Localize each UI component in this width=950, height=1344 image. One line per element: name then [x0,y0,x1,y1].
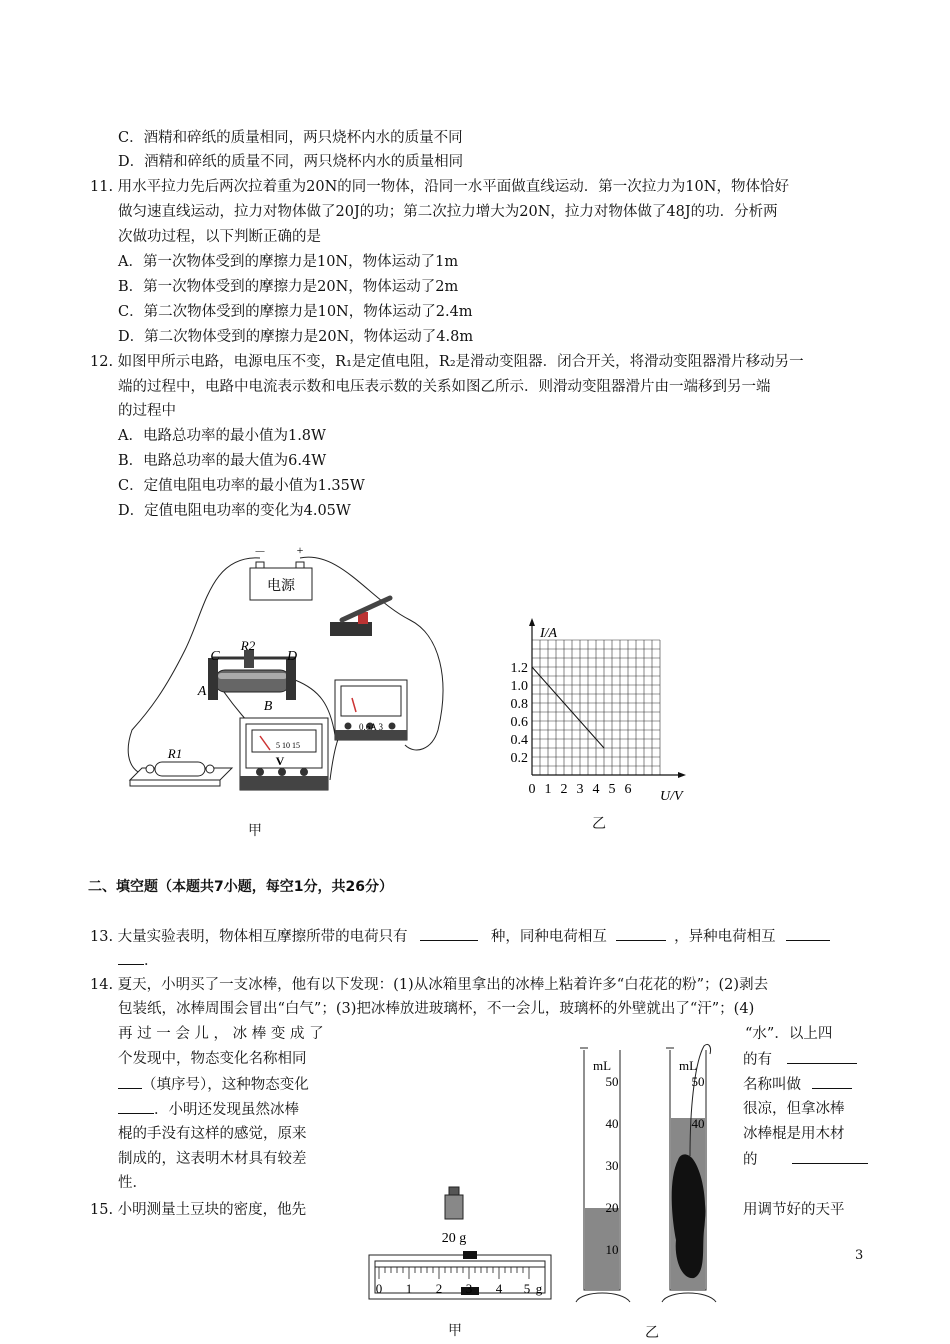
q13-part-2: 种，同种电荷相互 [490,929,607,945]
q14-left-3-line [118,1074,309,1095]
balance-caption: 甲 [448,1323,462,1339]
q11-option-c: C．第二次物体受到的摩擦力是10N，物体运动了2.4m [118,304,473,320]
q13-blank-3[interactable] [786,926,830,941]
label-r1: R1 [167,746,183,761]
cyl1-tick-50: 50 [605,1074,619,1089]
section-2-title: 二、填空题（本题共7小题，每空1分，共26分） [88,879,393,895]
q14-line-1: 14. 夏天，小明买了一支冰棒，他有以下发现：(1)从冰箱里拿出的冰棒上粘着许多“白花花的粉”；(2)剥去 [90,977,769,993]
x-tick-label: 5 [608,782,616,797]
q14-left-3: （填序号），这种物态变化 [142,1077,309,1093]
x-tick-label: 3 [576,782,584,797]
resistor-r1-icon [130,762,232,786]
x-axis-arrow [678,772,686,778]
chart-caption: 乙 [592,816,606,832]
q12-option-b: B．电路总功率的最大值为6.4W [118,453,327,469]
q14-left-4: ．小明还发现虽然冰棒 [154,1102,299,1118]
q14-blank-4[interactable] [118,1099,154,1114]
x-tick-label: 2 [560,782,568,797]
q12-line-1: 12. 如图甲所示电路，电源电压不变，R₁是定值电阻，R₂是滑动变阻器．闭合开关，将滑动变阻器滑片移动另一 [90,354,804,370]
q13-line-1 [90,926,830,947]
q15-right: 用调节好的天平 [743,1202,845,1218]
q14-right-6: 的 [743,1152,758,1168]
scale-0: 0 [375,1281,383,1296]
q13-part-1: 13. 大量实验表明，物体相互摩擦所带的电荷只有 [90,929,408,945]
balance-figure [365,1185,555,1305]
voltmeter-label: V [275,754,285,768]
q11-option-d: D．第二次物体受到的摩擦力是20N，物体运动了4.8m [118,329,474,345]
cyl1-tick-30: 30 [605,1158,619,1173]
q14-blank-2[interactable] [118,1074,142,1089]
x-tick-label: 4 [592,782,600,797]
cylinder-1-unit: mL [592,1058,612,1073]
q14-left-4-line [118,1099,299,1120]
chart-xlabel: U/V [660,789,683,804]
q12-option-a: A．电路总功率的最小值为1.8W [118,428,326,444]
x-tick-label: 0 [528,782,536,797]
q14-right-1: “水”．以上四 [745,1026,833,1042]
scale-5: 5 [523,1281,531,1296]
minus-label: － [253,545,267,559]
q14-blank-5[interactable] [792,1149,868,1164]
chart-axes [529,618,686,778]
q12-option-d: D．定值电阻电功率的变化为4.05W [118,503,351,519]
cyl1-tick-40: 40 [605,1116,619,1131]
q14-left-1: 再 过 一 会 儿 ， 冰 棒 变 成 了 [118,1026,324,1042]
iu-chart [500,615,700,810]
q12-line-3: 的过程中 [118,403,176,419]
q13-blank-1[interactable] [420,926,478,941]
chart-series [532,667,604,748]
q10-option-d: D．酒精和碎纸的质量不同，两只烧杯内水的质量相同 [118,154,464,170]
label-a: A [197,684,207,699]
q10-option-c: C．酒精和碎纸的质量相同，两只烧杯内水的质量不同 [118,130,463,146]
q11-line-1: 11. 用水平拉力先后两次拉着重为20N的同一物体，沿同一水平面做直线运动．第一次拉力为10N，物体恰好 [90,179,789,195]
q11-option-b: B．第一次物体受到的摩擦力是20N，物体运动了2m [118,279,459,295]
x-tick-label: 1 [544,782,552,797]
y-tick-label: 1.0 [510,679,528,694]
x-tick-label: 6 [624,782,632,797]
rheostat-icon [208,650,296,700]
q11-line-2: 做匀速直线运动，拉力对物体做了20J的功；第二次拉力增大为20N，拉力对物体做了48J的功．分析两 [118,204,778,220]
plus-label: + [296,543,304,557]
cylinder-2-unit: mL [678,1058,698,1073]
ammeter-label: 0.6A 3 [358,722,384,732]
y-tick-label: 0.4 [510,733,528,748]
q14-right-2: 的有 [743,1052,772,1068]
q13-blank-3b[interactable] [118,950,144,965]
q14-left-2: 个发现中，物态变化名称相同 [118,1051,307,1067]
q11-option-a: A．第一次物体受到的摩擦力是10N，物体运动了1m [118,254,459,270]
q14-line-2: 包装纸，冰棒周围会冒出“白气”；(3)把冰棒放进玻璃杯，不一会儿，玻璃杯的外壁就出了“汗”；(4) [118,1001,755,1017]
cyl1-tick-20: 20 [605,1200,619,1215]
y-tick-label: 1.2 [510,661,528,676]
q14-right-4: 很凉，但拿冰棒 [743,1101,845,1117]
cylinder-1 [576,1048,630,1302]
q14-left-5: 棍的手没有这样的感觉，原来 [118,1126,307,1142]
scale-unit: g [535,1281,543,1296]
q14-right-2-line [743,1049,857,1070]
cylinder-2 [662,1044,716,1302]
q14-right-5: 冰棒棍是用木材 [743,1126,845,1142]
cyl1-tick-10: 10 [605,1242,619,1257]
q13-line-2 [118,950,159,971]
cyl2-tick-40: 40 [691,1116,705,1131]
label-r2: R2 [240,638,256,653]
cyl2-tick-50: 50 [691,1074,705,1089]
chart-grid [532,640,660,775]
weight-icon [445,1187,463,1219]
power-label: 电源 [267,579,295,594]
voltmeter-scale: 5 10 15 [276,741,300,750]
scale-1: 1 [405,1281,413,1296]
weight-label: 20 g [441,1231,467,1246]
q14-right-3-line [743,1074,852,1095]
circuit-figure [120,540,450,815]
chart-ticks [511,661,632,797]
q13-blank-2[interactable] [616,926,666,941]
y-tick-label: 0.2 [510,751,528,766]
q13-end: ． [144,953,159,969]
q14-blank-1[interactable] [787,1049,857,1064]
q12-option-c: C．定值电阻电功率的最小值为1.35W [118,478,365,494]
series-line [532,667,604,748]
label-d: D [286,649,298,664]
cylinder-caption: 乙 [645,1325,659,1341]
scale-2: 2 [435,1281,443,1296]
scale-3: 3 [465,1281,473,1296]
q14-right-6-line [743,1149,868,1170]
q12-line-2: 端的过程中，电路中电流表示数和电压表示数的关系如图乙所示．则滑动变阻器滑片由一端移到另一端 [118,379,771,395]
cylinder-figure [572,1040,732,1310]
y-axis-arrow [529,618,535,626]
scale-4: 4 [495,1281,503,1296]
y-tick-label: 0.6 [510,715,528,730]
circuit-caption: 甲 [248,823,262,839]
q14-blank-3[interactable] [812,1074,852,1089]
q15-left: 15. 小明测量土豆块的密度，他先 [90,1202,307,1218]
chart-ylabel: I/A [540,626,558,641]
q13-part-3: ，异种电荷相互 [674,929,776,945]
page-number: 3 [855,1248,864,1263]
label-b: B [263,699,273,714]
q14-left-7: 性． [118,1175,147,1191]
q11-line-3: 次做功过程，以下判断正确的是 [118,229,321,245]
q14-right-3: 名称叫做 [743,1077,801,1093]
switch-icon [330,598,390,636]
label-c: C [210,649,220,664]
y-tick-label: 0.8 [510,697,528,712]
q14-left-6: 制成的，这表明木材具有较差 [118,1151,307,1167]
